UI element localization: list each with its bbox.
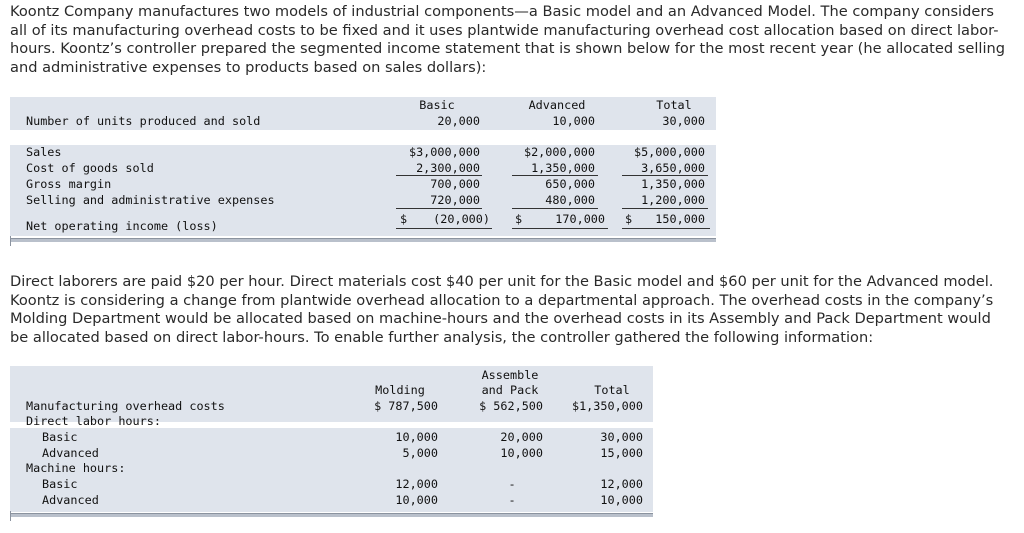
moh-total: $1,350,000 <box>571 399 643 413</box>
cell-molding: 5,000 <box>402 446 438 460</box>
col-advanced-header: Advanced <box>528 98 586 112</box>
subtotal-rule <box>512 208 598 209</box>
col-total-header: Total <box>656 98 692 112</box>
subtotal-rule <box>396 208 482 209</box>
moh-assemble: $ 562,500 <box>479 399 543 413</box>
cell-advanced: 480,000 <box>545 193 595 207</box>
cell-basic: 720,000 <box>430 193 480 207</box>
cell-assemble: 20,000 <box>500 430 543 444</box>
col-basic-header: Basic <box>419 98 455 112</box>
row-label: Basic <box>42 477 78 491</box>
subtotal-rule <box>512 175 598 176</box>
noi-advanced: 170,000 <box>555 212 605 226</box>
second-paragraph: Direct laborers are paid $20 per hour. Direct materials cost $40 per unit for the Basic model and $60 per unit for the Advanced model. Koontz is considering a change from plantwide overhead allocation to a departmental approach. The overhead costs in the company’s Molding Department would be allocated based on machine-hours and the overhead costs in its Assembly and Pack Department would be allocated based on direct labor-hours. To enable further analysis, the controller gathered the following information: <box>10 273 994 346</box>
row-label: Basic <box>42 430 78 444</box>
cell-assemble: 10,000 <box>500 446 543 460</box>
cell-total: 3,650,000 <box>641 161 705 175</box>
cell-total: 1,200,000 <box>641 193 705 207</box>
subtotal-rule <box>622 208 708 209</box>
intro-paragraph: Koontz Company manufactures two models of industrial components—a Basic model and an Advanced Model. The company considers all of its manufacturing overhead costs to be fixed and it uses plantwide manufacturing overhead cost allocation based on direct labor-hours. Koontz’s controller prepared the segmented income statement that is shown below for the most recent year (he allocated selling and administrative expenses to products based on sales dollars): <box>10 3 1006 76</box>
subtotal-rule <box>622 175 708 176</box>
table-bottom-edge <box>10 513 653 517</box>
cell-total: $5,000,000 <box>633 145 705 159</box>
cell-assemble: - <box>508 493 516 507</box>
table-left-edge <box>10 236 11 246</box>
cell-advanced: $2,000,000 <box>523 145 595 159</box>
cell-total: 10,000 <box>600 493 643 507</box>
units-advanced: 10,000 <box>552 114 595 128</box>
cell-advanced: 1,350,000 <box>531 161 595 175</box>
cell-basic: 700,000 <box>430 177 480 191</box>
col-total-header: Total <box>594 383 630 397</box>
cell-assemble: - <box>508 477 516 491</box>
units-total: 30,000 <box>662 114 705 128</box>
cell-total: 15,000 <box>600 446 643 460</box>
cell-total: 30,000 <box>600 430 643 444</box>
units-label: Number of units produced and sold <box>26 114 261 128</box>
units-basic: 20,000 <box>437 114 480 128</box>
noi-basic: (20,000) <box>433 212 490 226</box>
col-molding-header: Molding <box>375 383 425 397</box>
total-rule <box>512 228 608 229</box>
mh-label: Machine hours: <box>26 461 126 475</box>
cell-advanced: 650,000 <box>545 177 595 191</box>
table-left-edge <box>10 511 11 521</box>
row-label: Sales <box>26 145 62 159</box>
row-label: Gross margin <box>26 177 112 191</box>
cell-molding: 10,000 <box>395 493 438 507</box>
cell-molding: 10,000 <box>395 430 438 444</box>
cell-basic: $3,000,000 <box>408 145 480 159</box>
moh-label: Manufacturing overhead costs <box>26 399 225 413</box>
dlh-label: Direct labor hours: <box>26 414 161 428</box>
currency-sign: $ <box>515 212 523 226</box>
currency-sign: $ <box>400 212 408 226</box>
total-rule <box>622 228 710 229</box>
col-assemble-header-2: and Pack <box>481 383 539 397</box>
moh-molding: $ 787,500 <box>374 399 438 413</box>
table-bottom-edge <box>10 238 716 242</box>
currency-sign: $ <box>625 212 633 226</box>
cell-total: 12,000 <box>600 477 643 491</box>
noi-total: 150,000 <box>655 212 705 226</box>
cell-basic: 2,300,000 <box>416 161 480 175</box>
row-label: Advanced <box>42 446 99 460</box>
subtotal-rule <box>396 175 482 176</box>
total-rule <box>396 228 492 229</box>
row-label: Cost of goods sold <box>26 161 154 175</box>
noi-label: Net operating income (loss) <box>26 219 218 233</box>
cell-total: 1,350,000 <box>641 177 705 191</box>
row-label: Advanced <box>42 493 99 507</box>
cell-molding: 12,000 <box>395 477 438 491</box>
col-assemble-header: Assemble <box>481 368 539 382</box>
row-label: Selling and administrative expenses <box>26 193 275 207</box>
